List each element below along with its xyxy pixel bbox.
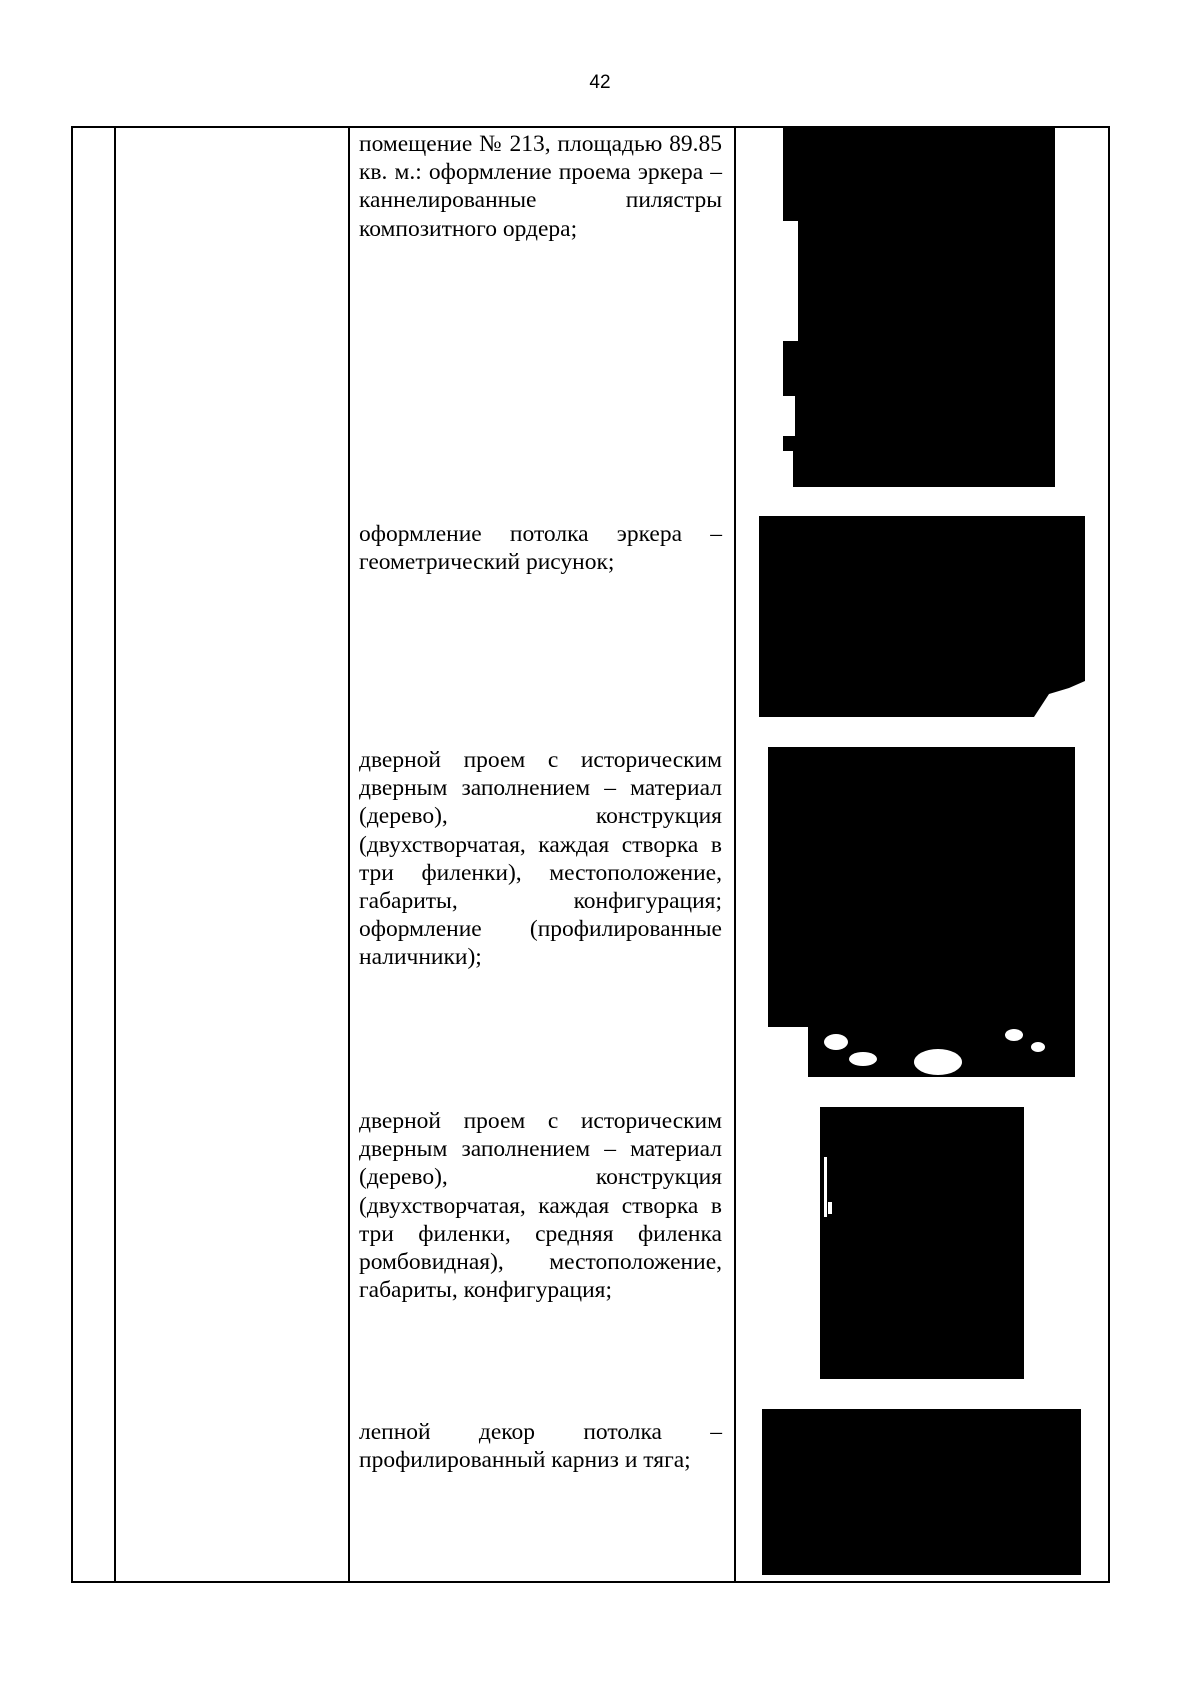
object-description: дверной проем с историческим дверным заполнением – материал (дерево), конструкция (двухстворчатая, каждая створка в три филенки), местоположение, габариты, конфигурация; оформление (профилированные наличники);: [359, 747, 722, 971]
object-description: дверной проем с историческим дверным заполнением – материал (дерево), конструкция (двухстворчатая, каждая створка в три филенки, средняя филенка ромбовидная), местоположение, габариты, конфигурация;: [359, 1108, 722, 1304]
photo-cornice: [762, 1409, 1081, 1575]
table-column-divider: [114, 126, 116, 1583]
table-column-divider: [348, 126, 350, 1583]
object-description: оформление потолка эркера – геометрический рисунок;: [359, 521, 722, 576]
photo-door-1: [768, 747, 1075, 1077]
photo-ceiling: [759, 516, 1085, 717]
page-number: 42: [589, 72, 611, 93]
photo-door-2: [820, 1107, 1024, 1379]
photo-pilasters: [783, 126, 1055, 487]
table-column-divider: [734, 126, 736, 1583]
object-description: помещение № 213, площадью 89.85 кв. м.: оформление проема эркера – каннелированные пилястры композитного ордера;: [359, 131, 722, 242]
object-description: лепной декор потолка – профилированный карниз и тяга;: [359, 1419, 722, 1474]
